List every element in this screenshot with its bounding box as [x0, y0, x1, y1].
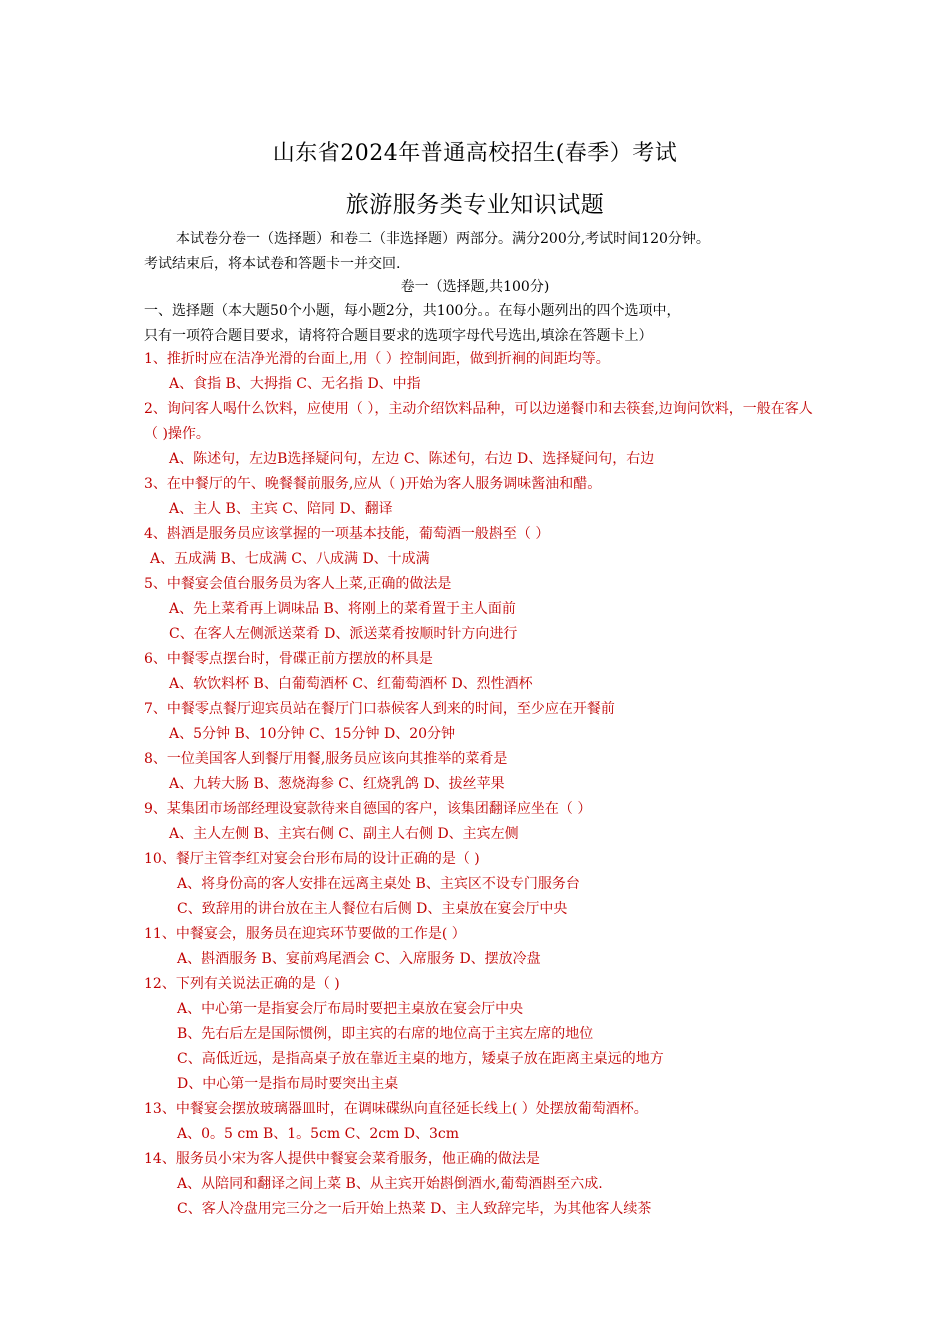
question-3: [144, 472, 824, 522]
question-list: [144, 347, 824, 1222]
question-stem: 1、推折时应在洁净光滑的台面上,用（ ）控制间距，做到折裥的间距均等。: [144, 351, 610, 367]
question-13: [144, 1097, 824, 1147]
instruction-line-1: 一、选择题（本大题50个小题，每小题2分，共100分。。在每小题列出的四个选项中，: [144, 303, 681, 319]
question-options: A、九转大肠 B、葱烧海参 C、红烧乳鸽 D、拔丝苹果: [169, 776, 505, 792]
question-stem: 2、询问客人喝什么饮料，应使用（ ），主动介绍饮料品种，可以边递餐巾和去筷套,边询问饮料，一般在客人（ )操作。: [144, 401, 813, 442]
question-stem: 8、一位美国客人到餐厅用餐,服务员应该向其推举的菜肴是: [144, 751, 508, 767]
question-options: A、5分钟 B、10分钟 C、15分钟 D、20分钟: [169, 726, 456, 742]
question-options: A、先上菜肴再上调味品 B、将刚上的菜肴置于主人面前: [169, 601, 516, 617]
question-4: [144, 522, 824, 572]
question-9: [144, 797, 824, 847]
question-stem: 11、中餐宴会，服务员在迎宾环节要做的工作是( ）: [144, 926, 466, 942]
question-stem: 6、中餐零点摆台时，骨碟正前方摆放的杯具是: [144, 651, 433, 667]
question-10: [144, 847, 824, 922]
question-stem: 14、服务员小宋为客人提供中餐宴会菜肴服务，他正确的做法是: [144, 1151, 540, 1167]
intro-line-1: 本试卷分卷一（选择题）和卷二（非选择题）两部分。满分200分,考试时间120分钟。: [176, 231, 710, 247]
question-options: A、食指 B、大拇指 C、无名指 D、中指: [169, 376, 421, 392]
question-options: A、主人左侧 B、主宾右侧 C、副主人右侧 D、主宾左侧: [169, 826, 519, 842]
question-options: A、陈述句，左边B选择疑问句，左边 C、陈述句，右边 D、选择疑问句，右边: [169, 451, 655, 467]
intro-line-2: 考试结束后，将本试卷和答题卡一并交回.: [144, 256, 401, 272]
question-options: A、从陪同和翻译之间上菜 B、从主宾开始斟倒酒水,葡萄酒斟至六成.: [177, 1176, 603, 1192]
page-subtitle: 旅游服务类专业知识试题: [345, 192, 605, 218]
question-stem: 4、斟酒是服务员应该掌握的一项基本技能，葡萄酒一般斟至（ ）: [144, 526, 550, 542]
question-1: [144, 347, 824, 397]
question-options: A、0。5 cm B、1。5cm C、2cm D、3cm: [177, 1126, 460, 1142]
question-5: [144, 572, 824, 647]
question-options: A、斟酒服务 B、宴前鸡尾酒会 C、入席服务 D、摆放冷盘: [177, 951, 541, 967]
question-options: A、五成满 B、七成满 C、八成满 D、十成满: [150, 551, 430, 567]
instruction-line-2: 只有一项符合题目要求，请将符合题目要求的选项字母代号选出,填涂在答题卡上）: [144, 328, 653, 344]
question-stem: 12、下列有关说法正确的是（ ): [144, 976, 340, 992]
section-instruction: [144, 299, 824, 349]
question-stem: 10、餐厅主管李红对宴会台形布局的设计正确的是（ ): [144, 851, 480, 867]
question-2: [144, 397, 824, 472]
question-options: A、将身份高的客人安排在远离主桌处 B、主宾区不设专门服务台: [177, 876, 580, 892]
question-options: A、中心第一是指宴会厅布局时要把主桌放在宴会厅中央: [177, 1001, 524, 1017]
question-options: C、高低近远，是指高桌子放在靠近主桌的地方，矮桌子放在距离主桌远的地方: [177, 1051, 664, 1067]
section-title: 卷一（选择题,共100分): [400, 279, 550, 295]
question-options: C、致辞用的讲台放在主人餐位右后侧 D、主桌放在宴会厅中央: [177, 901, 568, 917]
question-options: C、在客人左侧派送菜肴 D、派送菜肴按顺时针方向进行: [169, 626, 518, 642]
question-options: C、客人冷盘用完三分之一后开始上热菜 D、主人致辞完毕，为其他客人续茶: [177, 1201, 652, 1217]
question-stem: 5、中餐宴会值台服务员为客人上菜,正确的做法是: [144, 576, 452, 592]
question-options: A、主人 B、主宾 C、陪同 D、翻译: [169, 501, 393, 517]
question-6: [144, 647, 824, 697]
question-11: [144, 922, 824, 972]
question-14: [144, 1147, 824, 1222]
question-stem: 3、在中餐厅的午、晚餐餐前服务,应从（ )开始为客人服务调味酱油和醋。: [144, 476, 602, 492]
question-options: D、中心第一是指布局时要突出主桌: [177, 1076, 399, 1092]
question-stem: 9、某集团市场部经理设宴款待来自德国的客户，该集团翻译应坐在（ ）: [144, 801, 592, 817]
question-8: [144, 747, 824, 797]
question-options: A、软饮料杯 B、白葡萄酒杯 C、红葡萄酒杯 D、烈性酒杯: [169, 676, 533, 692]
question-options: B、先右后左是国际惯例，即主宾的右席的地位高于主宾左席的地位: [177, 1026, 594, 1042]
question-7: [144, 697, 824, 747]
intro: [144, 227, 824, 277]
question-12: [144, 972, 824, 1097]
page-title: 山东省2024年普通高校招生(春季）考试: [272, 141, 678, 166]
question-stem: 13、中餐宴会摆放玻璃器皿时，在调味碟纵向直径延长线上( ）处摆放葡萄酒杯。: [144, 1101, 648, 1117]
question-stem: 7、中餐零点餐厅迎宾员站在餐厅门口恭候客人到来的时间，至少应在开餐前: [144, 701, 615, 717]
